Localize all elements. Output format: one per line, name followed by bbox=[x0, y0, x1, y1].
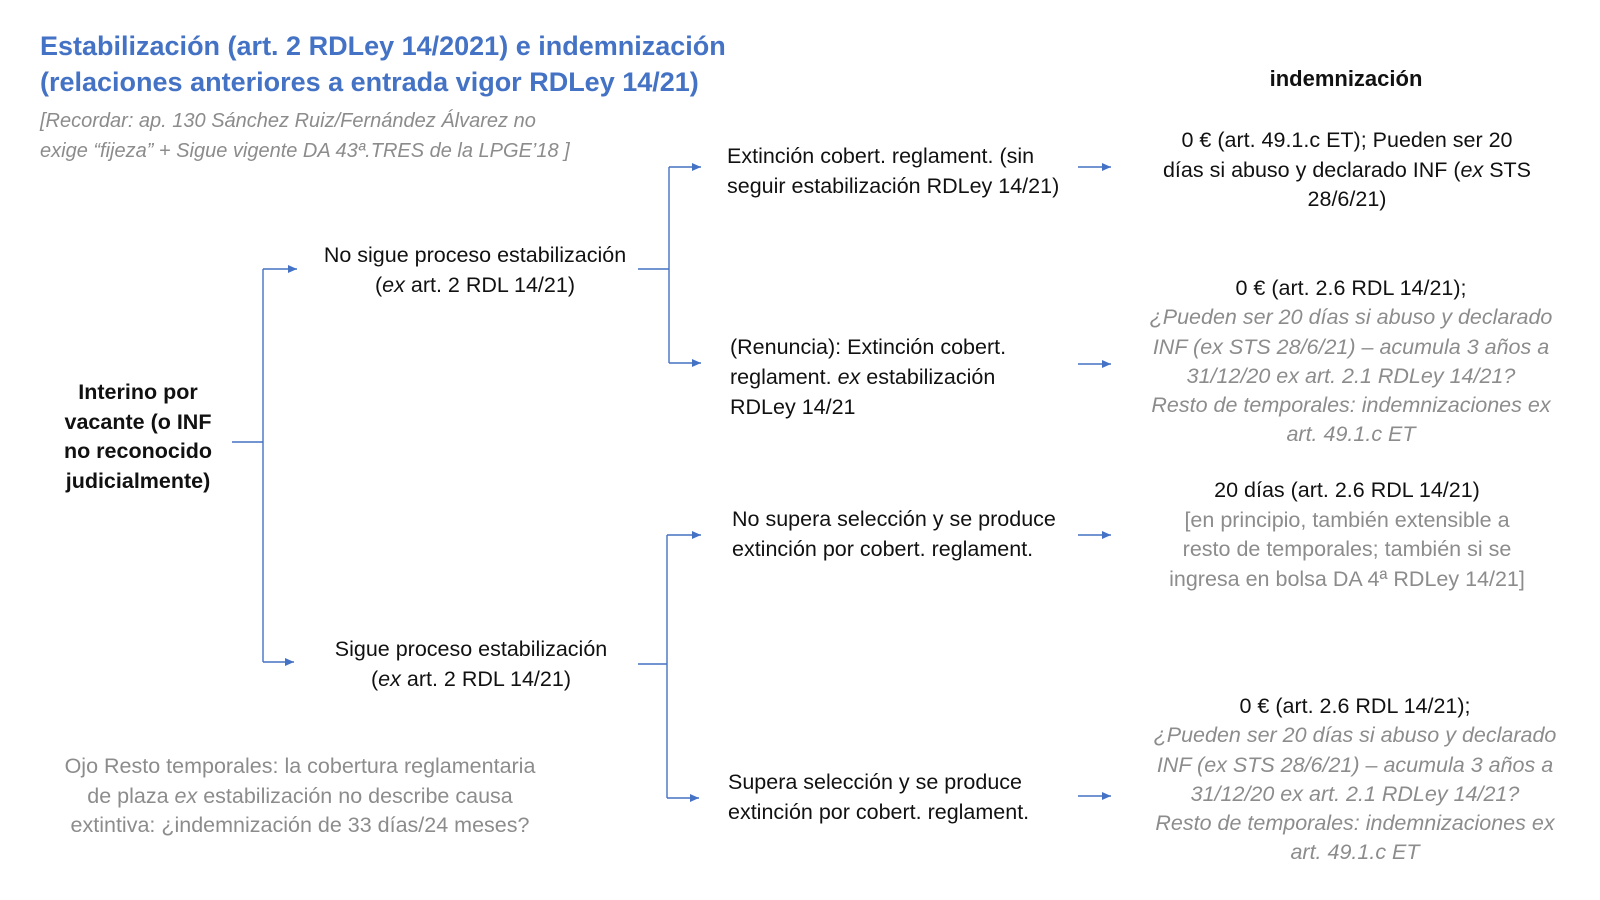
result4-line-3: INF (ex STS 28/6/21) – acumula 3 años a bbox=[1156, 752, 1554, 777]
leaf-extincion-sin-estabilizacion bbox=[727, 141, 1087, 201]
bottom-note-line-2: de plaza ex estabilización no describe causa bbox=[87, 783, 513, 808]
result-3 bbox=[1136, 476, 1558, 594]
node-sigue-proceso bbox=[301, 634, 641, 694]
root-line-1: Interino por bbox=[78, 380, 198, 404]
bottom-note-line-3: extintiva: ¿indemnización de 33 días/24 meses? bbox=[70, 813, 530, 837]
sigue-line-2: (ex art. 2 RDL 14/21) bbox=[371, 667, 571, 691]
sigue-line-1: Sigue proceso estabilización bbox=[334, 637, 608, 661]
result2-line-6: art. 49.1.c ET bbox=[1286, 422, 1416, 447]
root-node-interino bbox=[50, 378, 226, 496]
column-header-indemnizacion: indemnización bbox=[1269, 66, 1423, 91]
leaf2-line-3: RDLey 14/21 bbox=[730, 395, 856, 419]
leaf1-line-2: seguir estabilización RDLey 14/21) bbox=[727, 174, 1060, 198]
leaf3-line-1: No supera selección y se produce bbox=[732, 507, 1056, 531]
root-line-3: no reconocido bbox=[63, 439, 213, 463]
leaf4-line-2: extinción por cobert. reglament. bbox=[728, 800, 1030, 824]
node-no-sigue-proceso bbox=[305, 240, 645, 300]
result-4 bbox=[1140, 692, 1570, 868]
leaf-no-supera-seleccion bbox=[732, 504, 1082, 564]
result4-line-4: 31/12/20 ex art. 2.1 RDLey 14/21? bbox=[1190, 781, 1520, 806]
result4-line-6: art. 49.1.c ET bbox=[1290, 840, 1420, 865]
result2-line-4: 31/12/20 ex art. 2.1 RDLey 14/21? bbox=[1186, 363, 1516, 388]
result4-line-2: ¿Pueden ser 20 días si abuso y declarado bbox=[1153, 723, 1557, 748]
no-sigue-line-2: (ex art. 2 RDL 14/21) bbox=[375, 273, 575, 297]
top-note-line-2: exige “fijeza” + Sigue vigente DA 43ª.TRES de la LPGE’18 ] bbox=[40, 140, 570, 162]
result3-line-2: [en principio, también extensible a bbox=[1184, 507, 1510, 532]
result1-line-1: 0 € (art. 49.1.c ET); Pueden ser 20 bbox=[1181, 128, 1513, 152]
result3-line-1: 20 días (art. 2.6 RDL 14/21) bbox=[1214, 478, 1480, 502]
title-line-2: (relaciones anteriores a entrada vigor RDLey 14/21) bbox=[40, 67, 699, 97]
root-line-2: vacante (o INF bbox=[64, 409, 212, 434]
result4-line-5: Resto de temporales: indemnizaciones ex bbox=[1155, 811, 1555, 836]
bottom-note bbox=[40, 752, 560, 841]
bottom-note-line-1: Ojo Resto temporales: la cobertura reglamentaria bbox=[64, 754, 536, 778]
result4-line-1: 0 € (art. 2.6 RDL 14/21); bbox=[1239, 694, 1471, 718]
leaf2-line-1: (Renuncia): Extinción cobert. bbox=[730, 335, 1007, 359]
result2-line-2: ¿Pueden ser 20 días si abuso y declarado bbox=[1149, 305, 1553, 330]
leaf1-line-1: Extinción cobert. reglament. (sin bbox=[727, 144, 1035, 168]
result-1 bbox=[1136, 126, 1558, 215]
leaf2-line-2: reglament. ex estabilización bbox=[730, 365, 996, 389]
title-line-1: Estabilización (art. 2 RDLey 14/2021) e indemnización bbox=[40, 31, 726, 61]
leaf-renuncia bbox=[730, 332, 1070, 422]
result-2 bbox=[1136, 274, 1566, 450]
leaf4-line-1: Supera selección y se produce bbox=[728, 770, 1023, 794]
no-sigue-line-1: No sigue proceso estabilización bbox=[323, 243, 627, 267]
leaf3-line-2: extinción por cobert. reglament. bbox=[732, 537, 1034, 561]
top-note-line-1: [Recordar: ap. 130 Sánchez Ruiz/Fernández Álvarez no bbox=[40, 110, 536, 132]
result2-line-1: 0 € (art. 2.6 RDL 14/21); bbox=[1235, 276, 1467, 300]
leaf-supera-seleccion bbox=[728, 767, 1078, 827]
result3-line-4: ingresa en bolsa DA 4ª RDLey 14/21] bbox=[1169, 566, 1525, 591]
result3-line-3: resto de temporales; también si se bbox=[1182, 537, 1512, 561]
result2-line-3: INF (ex STS 28/6/21) – acumula 3 años a bbox=[1152, 334, 1550, 359]
root-line-4: judicialmente) bbox=[65, 468, 211, 493]
result1-line-3: 28/6/21) bbox=[1307, 187, 1387, 211]
result1-line-2: días si abuso y declarado INF (ex STS bbox=[1162, 157, 1532, 182]
result2-line-5: Resto de temporales: indemnizaciones ex bbox=[1151, 393, 1551, 418]
